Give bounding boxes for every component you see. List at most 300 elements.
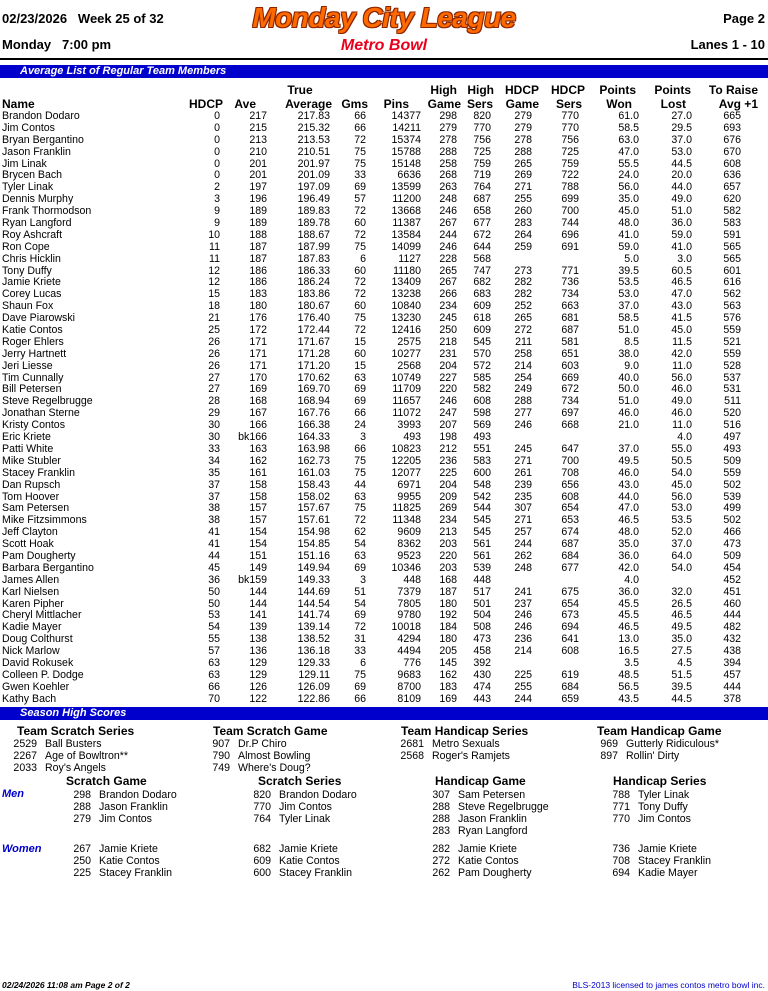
scratch-series-women [251, 843, 352, 879]
cell-games: 75 [354, 240, 366, 253]
cell-to-raise: 509 [723, 549, 741, 562]
cell-high-game: 250 [439, 324, 457, 337]
cell-hdcp-game: 244 [514, 538, 532, 551]
score-name: Metro Sexuals [432, 738, 500, 750]
col-hdcp-sers-1: HDCP [550, 83, 585, 97]
score-name: Tony Duffy [638, 801, 688, 813]
cell-pins: 11348 [392, 514, 421, 527]
cell-high-game: 266 [439, 288, 457, 301]
col-name: Name [2, 97, 35, 111]
cell-points-lost: 42.0 [671, 347, 692, 360]
cell-hdcp: 3 [214, 193, 220, 206]
cell-high-game: 220 [439, 383, 457, 396]
cell-hdcp-game: 278 [514, 133, 532, 146]
cell-high-series: 545 [473, 526, 491, 539]
cell-pins: 9955 [397, 490, 421, 503]
cell-hdcp-game: 255 [514, 680, 532, 693]
score-name: Stacey Franklin [638, 855, 712, 867]
cell-hdcp-series: 673 [561, 609, 579, 622]
score-entry [251, 867, 352, 879]
cell-high-game: 169 [439, 692, 457, 705]
cell-to-raise: 493 [723, 442, 741, 455]
cell-points-won: 48.0 [618, 526, 639, 539]
cell-true-ave: 166.38 [297, 419, 330, 432]
cell-high-game: 205 [439, 645, 457, 658]
cell-to-raise: 591 [723, 228, 741, 241]
cell-points-lost: 27.5 [671, 645, 692, 658]
cell-to-raise: 539 [723, 490, 741, 503]
score-entry [399, 750, 510, 762]
cell-points-lost: 56.0 [671, 371, 692, 384]
cell-ave: 162 [249, 454, 267, 467]
cell-games: 44 [354, 478, 366, 491]
table-row [0, 206, 768, 218]
cell-true-ave: 157.67 [297, 502, 330, 515]
score-value: 600 [253, 867, 271, 879]
cell-ave: 217 [249, 110, 267, 122]
cell-hdcp-game: 288 [514, 395, 532, 408]
header-time: 7:00 pm [61, 37, 112, 52]
center-name: Metro Bowl [340, 37, 428, 54]
cell-to-raise: 565 [723, 240, 741, 253]
cell-hdcp: 0 [214, 110, 220, 122]
cell-hdcp-game: 246 [514, 609, 532, 622]
cell-games: 60 [354, 300, 366, 313]
cell-true-ave: 126.09 [297, 680, 330, 693]
score-name: Jason Franklin [99, 801, 168, 813]
score-value: 2568 [400, 750, 424, 762]
col-high-sers-2: Sers [466, 97, 493, 111]
col-pins: Pins [383, 97, 409, 111]
cell-points-won: 42.0 [618, 561, 639, 574]
table-row [0, 551, 768, 563]
score-value: 749 [212, 762, 230, 774]
cell-name: Katie Contos [2, 324, 63, 337]
cell-hdcp-series: 756 [561, 133, 579, 146]
cell-high-game: 298 [439, 110, 457, 122]
cell-games: 54 [354, 538, 366, 551]
cell-hdcp: 53 [208, 609, 220, 622]
cell-pins: 10823 [391, 442, 421, 455]
cell-high-game: 184 [439, 621, 457, 634]
col-high-sers-1: High [467, 83, 494, 97]
table-row [0, 254, 768, 266]
score-value: 969 [600, 738, 618, 750]
cell-hdcp: 26 [208, 347, 220, 360]
cell-points-lost: 54.0 [671, 561, 692, 574]
table-row [0, 194, 768, 206]
cell-true-ave: 201.09 [297, 169, 330, 182]
cell-pins: 13238 [391, 288, 421, 301]
table-row [0, 694, 768, 706]
cell-ave: 157 [249, 514, 267, 527]
cell-games: 75 [354, 312, 366, 325]
cell-hdcp: 0 [214, 157, 220, 170]
cell-points-lost: 35.0 [671, 633, 692, 646]
cell-high-series: 568 [473, 252, 491, 265]
cell-name: James Allen [2, 573, 60, 586]
score-value: 267 [73, 843, 91, 855]
cell-high-series: 747 [473, 264, 491, 277]
cell-games: 69 [354, 609, 366, 622]
table-row [0, 646, 768, 658]
cell-ave: 139 [249, 621, 267, 634]
cell-true-ave: 217.83 [297, 110, 330, 122]
cell-hdcp: 63 [208, 668, 220, 681]
col-high-game-1: High [430, 83, 457, 97]
cell-high-series: 770 [473, 121, 491, 134]
cell-pins: 10346 [391, 561, 421, 574]
score-entry [610, 867, 711, 879]
cell-name: Ryan Langford [2, 217, 72, 230]
score-value: 288 [73, 801, 91, 813]
cell-high-game: 168 [439, 573, 457, 586]
cell-points-won: 39.5 [618, 264, 639, 277]
score-name: Jamie Kriete [279, 843, 338, 855]
cell-hdcp-series: 700 [561, 454, 579, 467]
score-name: Almost Bowling [238, 750, 311, 762]
score-entry [211, 738, 311, 750]
cell-high-series: 448 [473, 573, 491, 586]
cell-hdcp-series: 696 [561, 228, 579, 241]
cell-true-ave: 170.62 [297, 371, 330, 384]
cell-points-lost: 29.5 [671, 121, 692, 134]
average-list-bar [0, 65, 768, 78]
cell-pins: 13230 [391, 312, 421, 325]
cell-points-won: 45.5 [618, 609, 639, 622]
cell-pins: 7379 [397, 585, 421, 598]
cell-hdcp-game: 271 [514, 181, 532, 194]
cell-true-ave: 196.49 [297, 193, 330, 206]
cell-name: Barbara Bergantino [2, 561, 94, 574]
cell-pins: 493 [403, 431, 421, 444]
cell-ave: 126 [249, 680, 267, 693]
cell-hdcp-series: 788 [561, 181, 579, 194]
cell-high-game: 180 [439, 633, 457, 646]
cell-pins: 1127 [398, 252, 421, 265]
cell-name: Chris Hicklin [2, 252, 61, 265]
score-value: 225 [73, 867, 91, 879]
cell-games: 75 [354, 466, 366, 479]
table-row [0, 289, 768, 301]
score-name: Where's Doug? [238, 762, 311, 774]
cell-points-won: 61.0 [618, 110, 639, 122]
cell-high-game: 247 [439, 407, 457, 420]
cell-games: 66 [354, 110, 366, 122]
score-value: 788 [612, 789, 630, 801]
table-row [0, 384, 768, 396]
score-value: 609 [253, 855, 271, 867]
cell-high-game: 265 [439, 264, 457, 277]
cell-ave: 186 [249, 264, 267, 277]
cell-points-lost: 46.5 [671, 276, 692, 289]
cell-ave: 136 [249, 645, 267, 658]
cell-to-raise: 482 [723, 621, 741, 634]
cell-true-ave: 176.40 [297, 312, 330, 325]
cell-name: Kristy Contos [2, 419, 65, 432]
table-row [0, 123, 768, 135]
cell-hdcp-series: 770 [561, 110, 579, 122]
team-handicap-game-list [599, 738, 719, 762]
cell-true-ave: 139.14 [297, 621, 330, 634]
cell-high-game: 209 [439, 490, 457, 503]
score-value: 770 [253, 801, 271, 813]
cell-high-series: 764 [473, 181, 491, 194]
cell-to-raise: 531 [723, 383, 741, 396]
cell-high-series: 539 [473, 561, 491, 574]
cell-ave: 158 [249, 490, 267, 503]
cell-points-won: 5.0 [624, 252, 639, 265]
table-row [0, 361, 768, 373]
cell-hdcp: 30 [208, 431, 220, 444]
cell-ave: 172 [249, 324, 267, 337]
cell-games: 3 [360, 431, 366, 444]
table-row [0, 147, 768, 159]
score-value: 694 [612, 867, 630, 879]
cell-high-game: 248 [439, 193, 457, 206]
cell-true-ave: 141.74 [297, 609, 330, 622]
cell-ave: 167 [249, 407, 267, 420]
cell-points-lost: 4.0 [677, 431, 692, 444]
table-row [0, 468, 768, 480]
cell-hdcp: 70 [208, 692, 220, 705]
cell-true-ave: 129.11 [298, 668, 330, 681]
cell-name: Roy Ashcraft [2, 228, 63, 241]
cell-ave: 161 [249, 466, 267, 479]
cell-points-lost: 26.5 [671, 597, 692, 610]
cell-hdcp-game: 282 [514, 288, 532, 301]
cell-hdcp-series: 663 [561, 300, 579, 313]
cell-hdcp: 36 [208, 573, 220, 586]
cell-name: Jeri Liesse [2, 359, 53, 372]
cell-hdcp: 55 [208, 633, 220, 646]
cell-games: 6 [360, 656, 366, 669]
cell-high-game: 234 [439, 514, 457, 527]
score-value: 708 [612, 855, 630, 867]
cell-high-game: 228 [439, 252, 457, 265]
handicap-series-women [610, 843, 711, 879]
cell-hdcp-series: 654 [561, 502, 579, 515]
cell-hdcp: 38 [208, 514, 220, 527]
cell-ave: 188 [249, 228, 267, 241]
cell-high-series: 517 [473, 585, 491, 598]
cell-hdcp-game: 241 [514, 585, 532, 598]
header-date: 02/23/2026 [2, 11, 68, 26]
cell-hdcp: 12 [208, 276, 220, 289]
scratch-series-men [251, 789, 357, 825]
cell-ave: 166 [249, 419, 267, 432]
score-entry [211, 750, 311, 762]
cell-high-game: 198 [439, 431, 457, 444]
cell-hdcp-series: 675 [561, 585, 579, 598]
cell-true-ave: 168.94 [297, 395, 330, 408]
cell-hdcp: 63 [208, 656, 220, 669]
handicap-series-men [610, 789, 691, 825]
score-name: Katie Contos [458, 855, 519, 867]
score-name: Tyler Linak [279, 813, 331, 825]
cell-hdcp: 0 [214, 169, 220, 182]
cell-ave: 196 [249, 193, 267, 206]
cell-high-game: 203 [439, 561, 457, 574]
cell-true-ave: 158.02 [297, 490, 330, 503]
cell-to-raise: 565 [723, 252, 741, 265]
col-hdcp-game-1: HDCP [504, 83, 539, 97]
cell-pins: 12077 [391, 466, 421, 479]
col-to-raise-2: Avg +1 [718, 97, 758, 111]
cell-name: Patti White [2, 442, 54, 455]
cell-ave: 183 [249, 288, 267, 301]
cell-points-won: 35.0 [618, 538, 639, 551]
team-handicap-series-list [399, 738, 510, 762]
cell-points-lost: 37.0 [671, 133, 692, 146]
cell-ave: 186 [249, 276, 267, 289]
cell-hdcp-series: 668 [561, 419, 579, 432]
cell-points-won: 63.0 [618, 133, 639, 146]
cell-hdcp-series: 608 [561, 645, 579, 658]
cell-name: Karl Nielsen [2, 585, 60, 598]
scratch-series-title: Scratch Series [258, 774, 342, 788]
col-high-game-2: Game [427, 97, 461, 111]
cell-hdcp-game: 245 [514, 442, 532, 455]
handicap-game-men [430, 789, 549, 837]
cell-points-lost: 50.5 [671, 454, 692, 467]
cell-games: 72 [354, 133, 366, 146]
score-name: Tyler Linak [638, 789, 690, 801]
table-row [0, 658, 768, 670]
cell-true-ave: 149.94 [297, 561, 330, 574]
table-row [0, 456, 768, 468]
table-row [0, 325, 768, 337]
cell-hdcp-game: 225 [514, 668, 532, 681]
cell-pins: 14377 [391, 110, 421, 122]
footer-printed: 02/24/2026 11:08 am Page 2 of 2 [2, 980, 130, 990]
cell-hdcp-series: 687 [561, 538, 579, 551]
average-table [0, 111, 768, 706]
cell-pins: 15374 [391, 133, 421, 146]
cell-true-ave: 167.76 [297, 407, 330, 420]
cell-points-won: 24.0 [618, 169, 639, 182]
cell-name: Bill Petersen [2, 383, 62, 396]
cell-to-raise: 502 [723, 478, 741, 491]
cell-high-series: 542 [473, 490, 491, 503]
cell-high-game: 162 [439, 668, 457, 681]
cell-pins: 15148 [391, 157, 421, 170]
cell-hdcp: 0 [214, 121, 220, 134]
cell-hdcp: 41 [208, 538, 220, 551]
cell-to-raise: 616 [723, 276, 741, 289]
cell-hdcp-game: 282 [514, 276, 532, 289]
cell-pins: 13599 [391, 181, 421, 194]
cell-hdcp-game: 246 [514, 621, 532, 634]
cell-hdcp: 11 [209, 252, 220, 265]
cell-pins: 12416 [391, 324, 421, 337]
cell-points-lost: 54.0 [671, 466, 692, 479]
col-hdcp: HDCP [188, 97, 223, 111]
cell-true-ave: 187.99 [297, 240, 330, 253]
cell-points-won: 37.0 [618, 300, 639, 313]
cell-high-series: 609 [473, 300, 491, 313]
cell-hdcp-series: 608 [561, 490, 579, 503]
cell-true-ave: 171.20 [297, 359, 330, 372]
cell-pins: 11657 [392, 395, 421, 408]
cell-true-ave: 129.33 [297, 656, 330, 669]
cell-ave: 169 [249, 383, 267, 396]
cell-true-ave: 164.33 [297, 431, 330, 444]
cell-high-game: 246 [439, 205, 457, 218]
cell-hdcp-game: 269 [514, 169, 532, 182]
cell-hdcp-game: 244 [514, 692, 532, 705]
cell-hdcp-game: 239 [514, 478, 532, 491]
women-label: Women [2, 843, 42, 855]
cell-games: 69 [354, 561, 366, 574]
cell-points-won: 13.0 [618, 633, 639, 646]
cell-hdcp-game: 279 [514, 121, 532, 134]
score-value: 288 [432, 813, 450, 825]
cell-ave: 215 [249, 121, 267, 134]
cell-points-won: 40.0 [618, 371, 639, 384]
cell-pins: 14099 [391, 240, 421, 253]
cell-ave: 144 [249, 597, 267, 610]
cell-hdcp-series: 581 [561, 335, 579, 348]
cell-hdcp-game: 259 [514, 240, 532, 253]
cell-true-ave: 154.98 [297, 526, 330, 539]
score-entry [12, 738, 128, 750]
table-row [0, 563, 768, 575]
cell-points-lost: 11.0 [672, 419, 692, 432]
handicap-series-title: Handicap Series [613, 774, 707, 788]
cell-games: 69 [354, 680, 366, 693]
cell-true-ave: 210.51 [297, 145, 330, 158]
cell-true-ave: 186.33 [297, 264, 330, 277]
cell-hdcp-game: 214 [514, 645, 532, 658]
cell-games: 15 [354, 335, 366, 348]
cell-games: 72 [354, 621, 366, 634]
cell-high-series: 501 [473, 597, 491, 610]
cell-points-lost: 44.5 [671, 692, 692, 705]
cell-high-series: 644 [473, 240, 491, 253]
cell-games: 75 [354, 668, 366, 681]
cell-hdcp-series: 677 [561, 561, 579, 574]
cell-ave: 129 [249, 668, 267, 681]
score-name: Brandon Dodaro [99, 789, 177, 801]
cell-hdcp-game: 288 [514, 145, 532, 158]
cell-high-series: 392 [473, 656, 491, 669]
cell-name: Dave Piarowski [2, 312, 76, 325]
cell-points-lost: 11.5 [672, 335, 692, 348]
cell-high-series: 672 [473, 228, 491, 241]
score-entry [66, 855, 172, 867]
cell-hdcp: 57 [208, 645, 220, 658]
cell-high-game: 258 [439, 157, 457, 170]
team-handicap-series-title: Team Handicap Series [401, 724, 529, 738]
cell-high-series: 618 [473, 312, 491, 325]
cell-pins: 10018 [391, 621, 421, 634]
cell-points-won: 47.0 [618, 502, 639, 515]
cell-hdcp-series: 759 [561, 157, 579, 170]
cell-games: 75 [354, 157, 366, 170]
cell-high-series: 572 [473, 359, 491, 372]
cell-hdcp-series: 771 [561, 264, 579, 277]
cell-hdcp-game: 271 [514, 454, 532, 467]
team-scratch-game-list [211, 738, 311, 774]
cell-pins: 7805 [397, 597, 421, 610]
cell-hdcp-series: 699 [561, 193, 579, 206]
table-row [0, 111, 768, 123]
cell-points-lost: 56.0 [671, 490, 692, 503]
cell-to-raise: 528 [723, 359, 741, 372]
cell-points-won: 16.5 [618, 645, 639, 658]
cell-high-game: 227 [439, 371, 457, 384]
